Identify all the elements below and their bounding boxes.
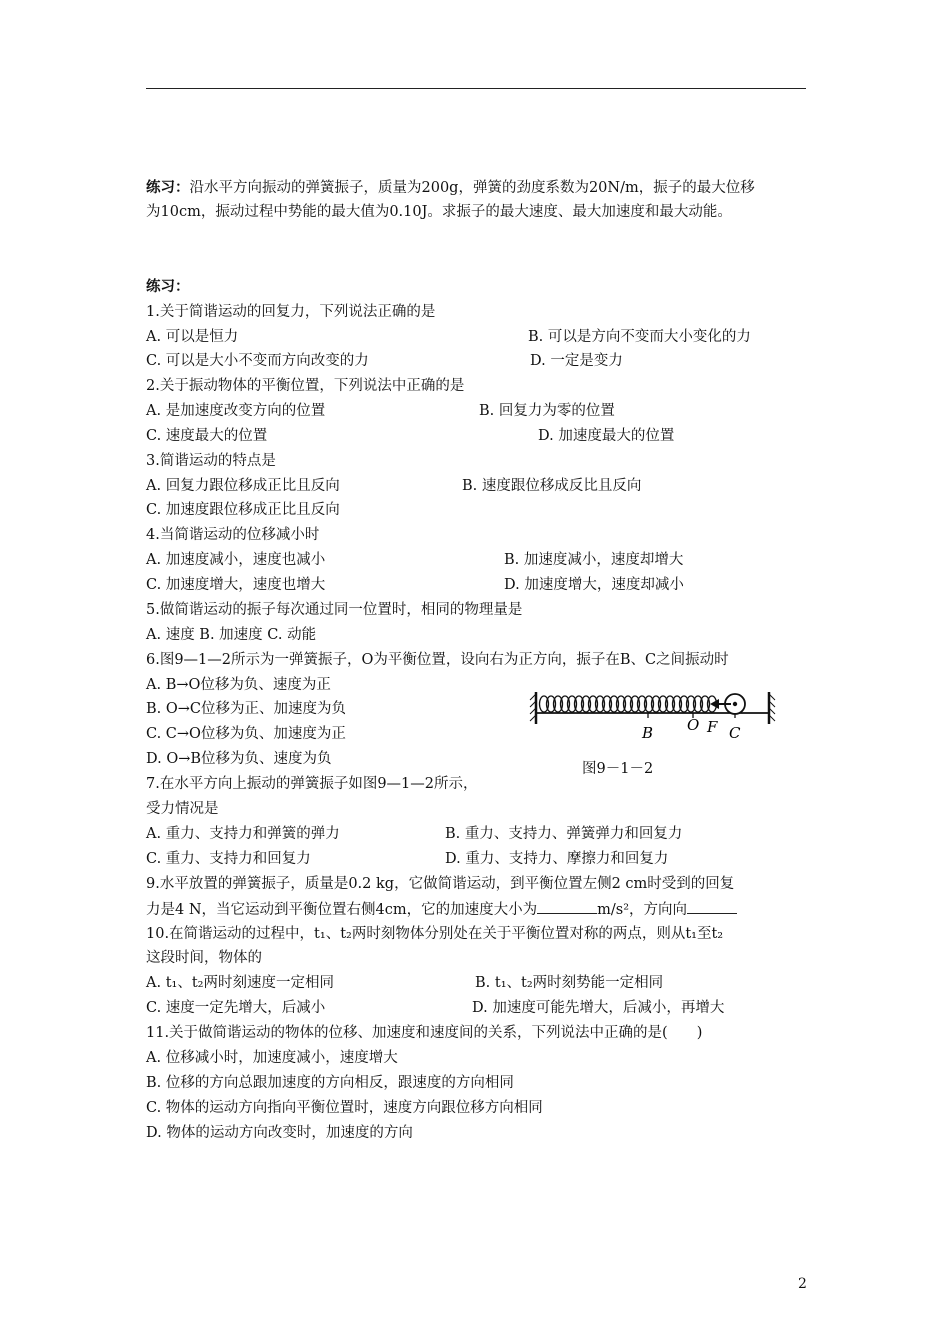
q7-stem1: 7.在水平方向上振动的弹簧振子如图9—1—2所示， (146, 776, 478, 792)
q2-option-c: C. 速度最大的位置 (146, 428, 268, 444)
exercise1-line2: 为10cm，振动过程中势能的最大值为0.10J。求振子的最大速度、最大加速度和最大动能。 (146, 204, 732, 220)
label-f: F (707, 718, 718, 736)
q3-option-b: B. 速度跟位移成反比且反向 (462, 478, 642, 494)
q6-option-a: A. B→O位移为负、速度为正 (146, 677, 331, 693)
q2-option-d: D. 加速度最大的位置 (538, 428, 675, 444)
exercise2-label: 练习： (146, 278, 190, 295)
q11-option-a: A. 位移减小时，加速度减小，速度增大 (146, 1050, 398, 1066)
q1-option-d: D. 一定是变力 (530, 353, 623, 369)
q6-option-c: C. C→O位移为负、加速度为正 (146, 726, 346, 742)
spring-coils (540, 696, 717, 712)
q11-option-c: C. 物体的运动方向指向平衡位置时，速度方向跟位移方向相同 (146, 1100, 543, 1116)
q4-option-b: B. 加速度减小，速度却增大 (504, 552, 684, 568)
exercise1-line1: 练习：沿水平方向振动的弹簧振子，质量为200g，弹簧的劲度系数为20N/m，振子的最大位移 (146, 179, 755, 196)
q11-option-d: D. 物体的运动方向改变时，加速度的方向 (146, 1125, 413, 1141)
q2-stem: 2.关于振动物体的平衡位置，下列说法中正确的是 (146, 378, 465, 394)
q7-stem2: 受力情况是 (146, 801, 219, 817)
label-b: B (642, 724, 654, 742)
q2-option-b: B. 回复力为零的位置 (479, 403, 615, 419)
q7-option-d: D. 重力、支持力、摩擦力和回复力 (445, 851, 669, 867)
ball-center-dot (733, 702, 737, 706)
q10-option-d: D. 加速度可能先增大，后减小，再增大 (472, 1000, 725, 1016)
q11-option-b: B. 位移的方向总跟加速度的方向相反，跟速度的方向相同 (146, 1075, 514, 1091)
q1-option-b: B. 可以是方向不变而大小变化的力 (528, 329, 751, 345)
q10-option-c: C. 速度一定先增大，后减小 (146, 1000, 326, 1016)
q11-stem: 11.关于做简谐运动的物体的位移、加速度和速度间的关系，下列说法中正确的是( ) (146, 1025, 703, 1041)
header-rule (146, 88, 806, 89)
q3-option-c: C. 加速度跟位移成正比且反向 (146, 502, 340, 518)
q1-stem: 1.关于简谐运动的回复力，下列说法正确的是 (146, 304, 436, 320)
q6-stem: 6.图9—1—2所示为一弹簧振子，O为平衡位置，设向右为正方向，振子在B、C之间振动时 (146, 652, 729, 668)
q4-stem: 4.当简谐运动的位移减小时 (146, 527, 320, 543)
q2-option-a: A. 是加速度改变方向的位置 (146, 403, 326, 419)
q9-line1: 9.水平放置的弹簧振子，质量是0.2 kg，它做简谐运动，到平衡位置左侧2 cm时受到的回复 (146, 876, 735, 892)
q3-option-a: A. 回复力跟位移成正比且反向 (146, 478, 340, 494)
exercise1-label: 练习： (146, 179, 190, 196)
q1-option-c: C. 可以是大小不变而方向改变的力 (146, 353, 369, 369)
q7-option-c: C. 重力、支持力和回复力 (146, 851, 311, 867)
q1-option-a: A. 可以是恒力 (146, 329, 239, 345)
q5-options: A. 速度 B. 加速度 C. 动能 (146, 627, 317, 643)
q10-option-a: A. t₁、t₂两时刻速度一定相同 (146, 975, 334, 991)
q3-stem: 3.简谐运动的特点是 (146, 453, 276, 469)
q9-acceleration-blank[interactable] (537, 899, 597, 914)
spring-oscillator-figure (526, 686, 782, 746)
q10-line2: 这段时间，物体的 (146, 950, 262, 966)
q10-option-b: B. t₁、t₂两时刻势能一定相同 (475, 975, 664, 991)
q9-direction-blank[interactable] (687, 899, 737, 914)
force-arrowhead (710, 699, 719, 709)
q7-option-a: A. 重力、支持力和弹簧的弹力 (146, 826, 340, 842)
q4-option-c: C. 加速度增大，速度也增大 (146, 577, 326, 593)
q9-line2: 力是4 N，当它运动到平衡位置右侧4cm，它的加速度大小为 m/s²，方向向 (146, 899, 737, 920)
label-c: C (729, 724, 741, 742)
q6-option-b: B. O→C位移为正、加速度为负 (146, 701, 347, 717)
q7-option-b: B. 重力、支持力、弹簧弹力和回复力 (445, 826, 683, 842)
q4-option-a: A. 加速度减小，速度也减小 (146, 552, 326, 568)
page-number: 2 (798, 1276, 807, 1292)
q6-option-d: D. O→B位移为负、速度为负 (146, 751, 332, 767)
figure-caption: 图9－1－2 (582, 761, 654, 777)
label-o: O (687, 716, 700, 734)
q5-stem: 5.做简谐运动的振子每次通过同一位置时，相同的物理量是 (146, 602, 523, 618)
q10-line1: 10.在简谐运动的过程中，t₁、t₂两时刻物体分别处在关于平衡位置对称的两点，则从t₁至t₂ (146, 926, 724, 942)
q4-option-d: D. 加速度增大，速度却减小 (504, 577, 684, 593)
